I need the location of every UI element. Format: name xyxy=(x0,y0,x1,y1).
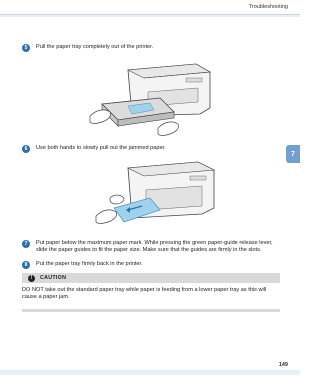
step-text: Pull the paper tray completely out of the printer. xyxy=(36,44,154,50)
footer-bar xyxy=(0,370,300,375)
step-text: Put the paper tray firmly back in the printer. xyxy=(36,261,143,267)
step-number: 7 xyxy=(22,240,30,248)
caution-label: CAUTION xyxy=(40,275,67,281)
page-number: 149 xyxy=(278,362,288,368)
step-text: Use both hands to slowly pull out the jammed paper. xyxy=(36,145,166,151)
paper-tray xyxy=(102,98,174,126)
step-8 xyxy=(22,261,276,269)
step-number: 8 xyxy=(22,261,30,269)
step-number: 5 xyxy=(22,44,30,52)
header-band xyxy=(0,15,300,17)
step-text: Put paper below the maximum paper mark. While pressing the green paper-guide release lever, slide the paper guides to fit the paper size. Make sure that the guides are firmly in the slots. xyxy=(36,240,273,253)
header-title: Troubleshooting xyxy=(248,4,288,10)
caution-text: DO NOT take out the standard paper tray while paper is feeding from a lower paper tray as this will cause a paper jam. xyxy=(22,287,267,300)
caution-bottom-rule xyxy=(22,309,280,312)
printer-tray-removed-illustration xyxy=(88,58,218,138)
caution-header xyxy=(22,273,280,283)
chapter-tab: 7 xyxy=(286,145,300,163)
jammed-paper-removal-illustration xyxy=(90,160,220,232)
step-5 xyxy=(22,44,276,52)
step-6 xyxy=(22,145,276,153)
warning-icon: ! xyxy=(28,275,35,282)
step-7 xyxy=(22,240,276,254)
step-number: 6 xyxy=(22,145,30,153)
